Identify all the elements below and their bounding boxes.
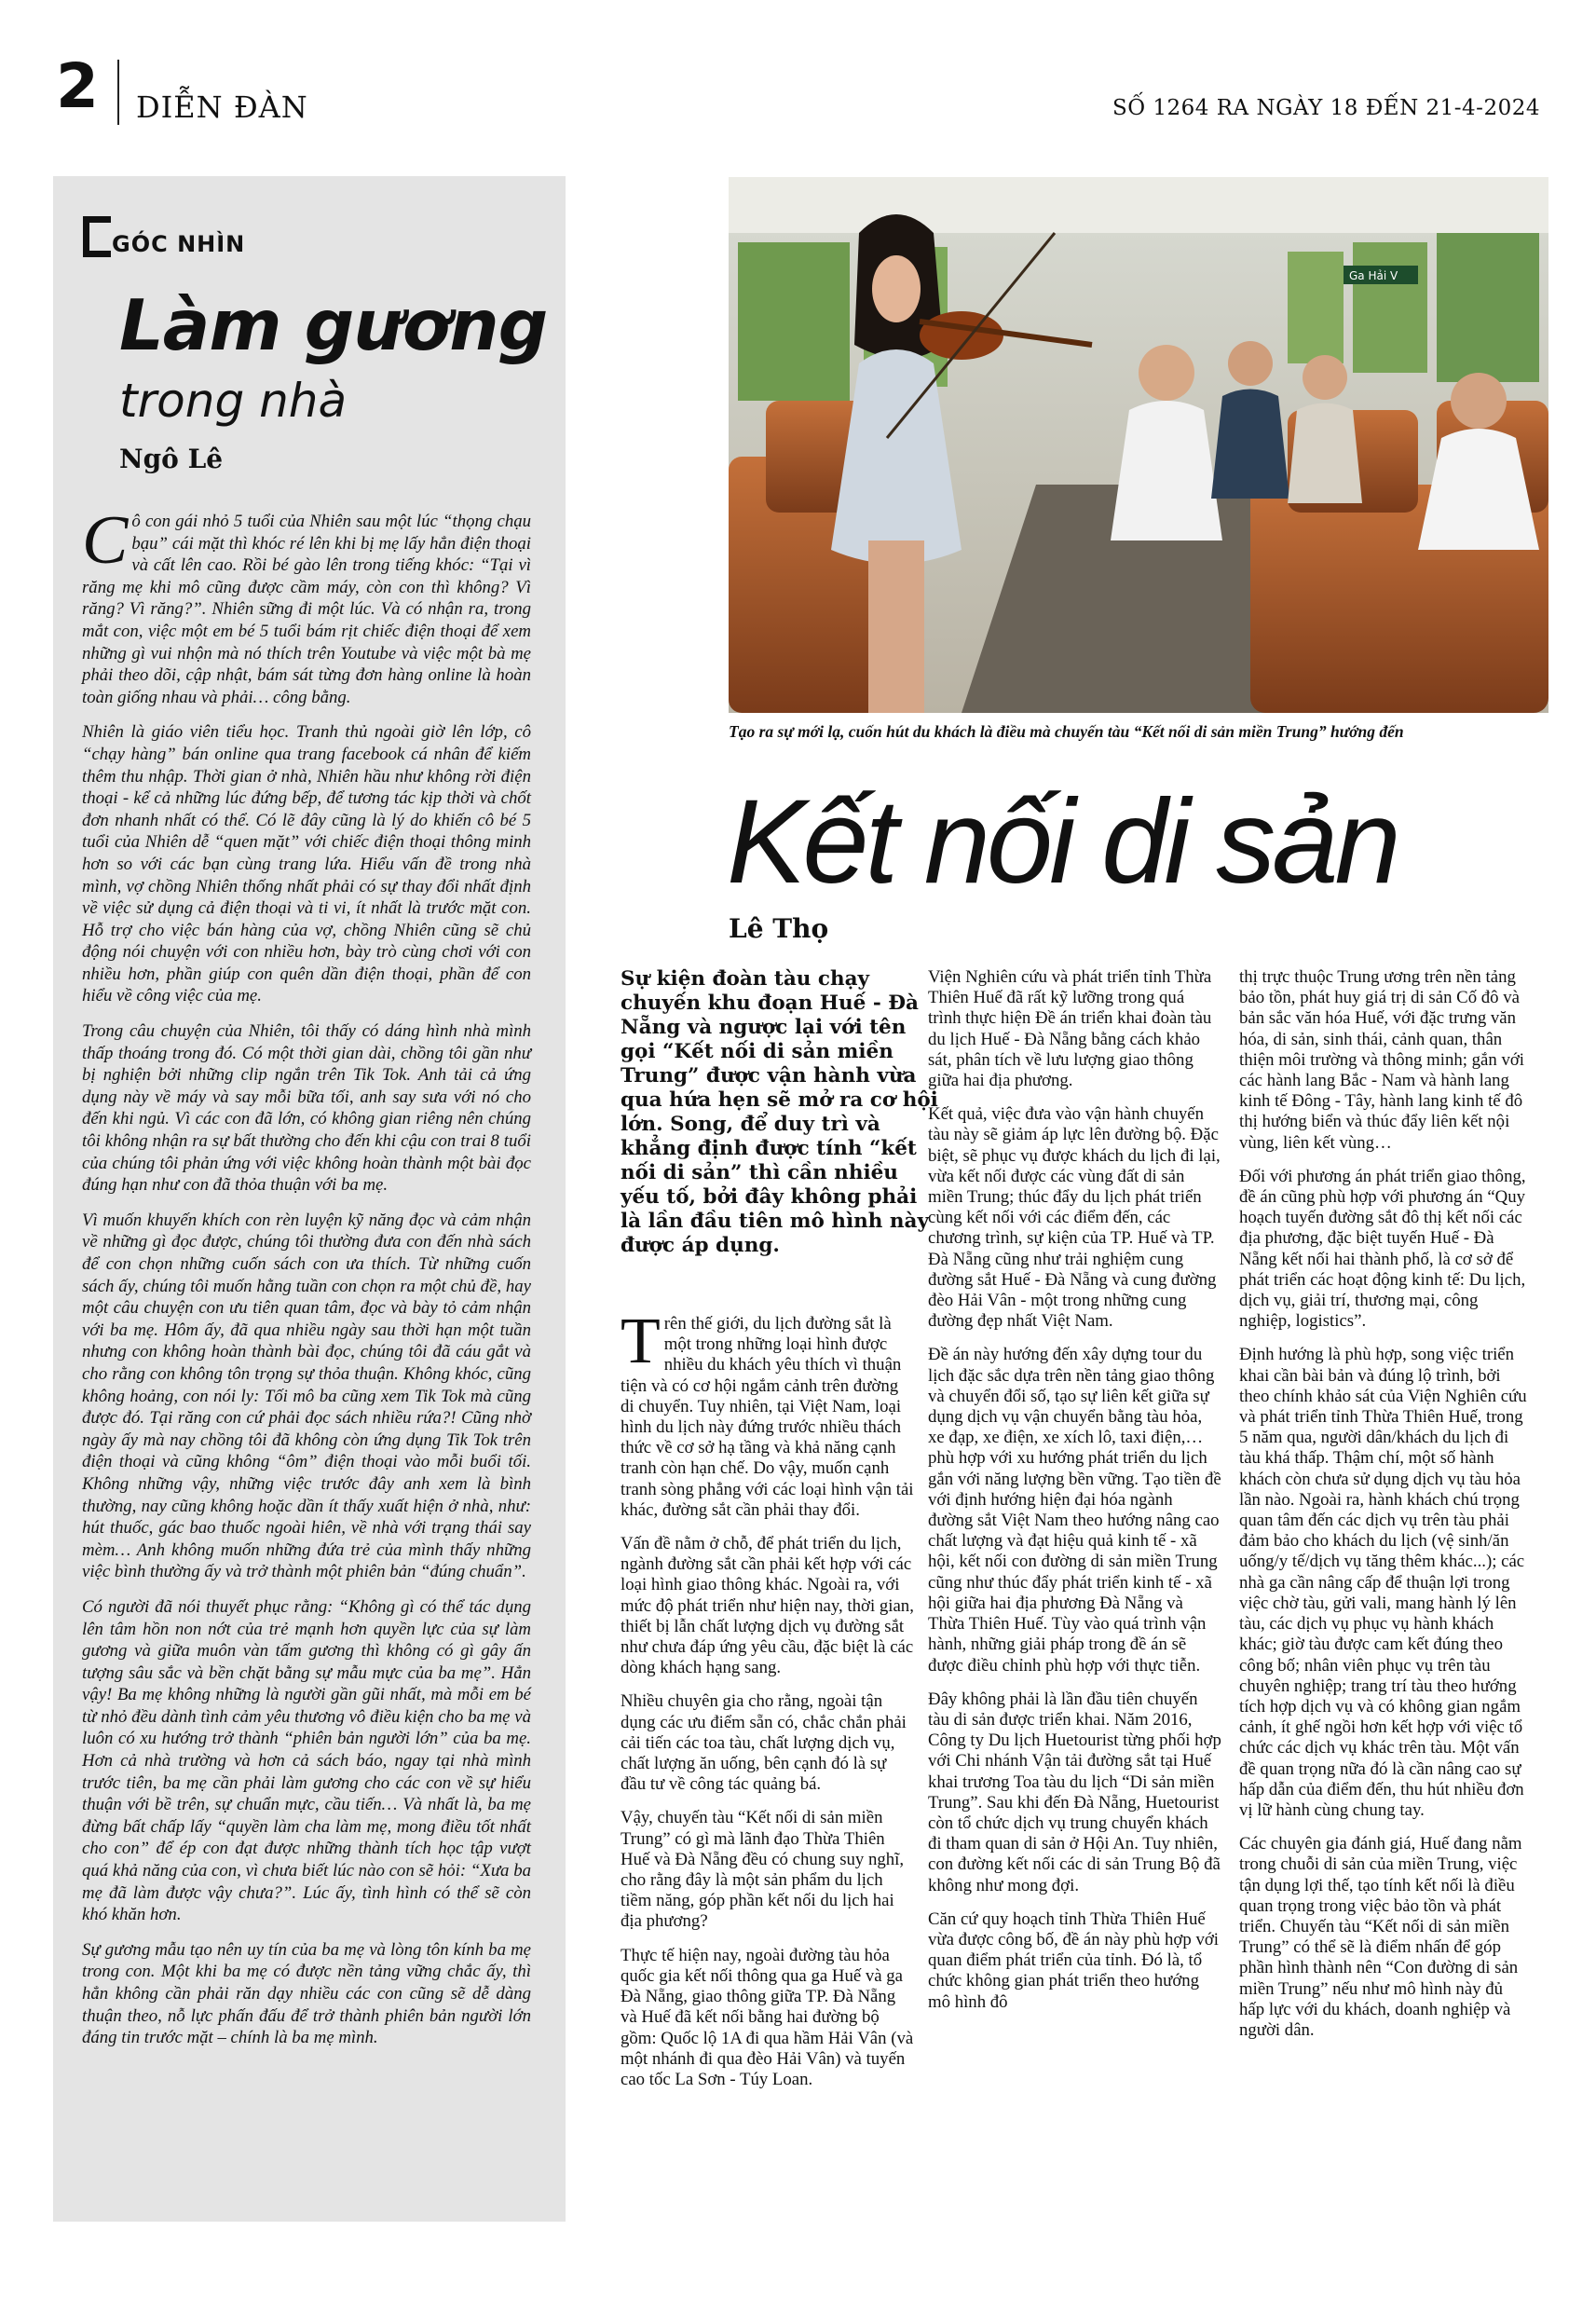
column-label: GÓC NHÌN xyxy=(112,231,246,257)
sidebar-body xyxy=(82,502,531,2062)
sidebar-paragraph: Sự gương mẫu tạo nên uy tín của ba mẹ và lòng tôn kính ba mẹ trong con. Một khi ba mẹ có được nền tảng vững chắc ấy, thì hẳn không cần phải răn dạy nhiều các con cũng sẽ dễ dàng thuận theo, nỗ lực phấn đấu để trở thành phiên bản người lớn đáng tin trước mặt – chính là ba mẹ mình. xyxy=(82,1939,531,2048)
article-paragraph: Vấn đề nằm ở chỗ, để phát triển du lịch, ngành đường sắt cần phải kết hợp với các loại hình giao thông khác. Ngoài ra, với mức độ phát triển như hiện nay, thời gian, thiết bị lẫn chất lượng dịch vụ đường sắt như chưa đáp ứng yêu cầu, đặc biệt là các dòng khách hạng sang. xyxy=(621,1534,914,1678)
article-photo xyxy=(729,177,1548,713)
article-paragraph: Định hướng là phù hợp, song việc triển khai cần bài bản và đúng lộ trình, bởi theo chính khảo sát của Viện Nghiên cứu và phát triển tỉnh Thừa Thiên Huế, trong 5 năm qua, người dân/khách du lịch đi tàu khá thấp. Thậm chí, một số hành khách còn chưa sử dụng dịch vụ tàu hỏa lần nào. Ngoài ra, hành khách chú trọng quan tâm đến các dịch vụ trên tàu phải đảm bảo cho khách du lịch (vệ sinh/ăn uống/y tế/dịch vụ tăng thêm khác...); các nhà ga cần nâng cấp để thuận lợi trong việc chờ tàu, gửi vali, mang hành lý lên tàu, các dịch vụ phục vụ hành khách khác; giờ tàu được cam kết đúng theo công bố; nhân viên phục vụ trên tàu chuyên nghiệp; trang trí tàu theo hướng tích hợp dịch vụ và có không gian ngắm cảnh, ít ghế ngồi hơn kết hợp với việc tổ chức các dịch vụ khác trên tàu. Một vấn đề quan trọng nữa đó là cần nâng cao sự hấp dẫn của điểm đến, thu hút nhiều đơn vị lữ hành cùng chung tay. xyxy=(1239,1345,1527,1820)
article-column-3 xyxy=(1239,967,1528,2054)
article-author: Lê Thọ xyxy=(729,913,829,944)
issue-info: SỐ 1264 RA NGÀY 18 ĐẾN 21-4-2024 xyxy=(1112,96,1540,120)
article-column-2 xyxy=(928,967,1221,2026)
sidebar-paragraph: Nhiên là giáo viên tiểu học. Tranh thủ ngoài giờ lên lớp, cô “chạy hàng” bán online qua trang facebook cá nhân để kiếm thêm thu nhập. Thời gian ở nhà, Nhiên hầu như không rời điện thoại - kể cả những lúc đứng bếp, để tương tác kịp thời và chốt đơn nhanh nhất có thể. Có lẽ đây cũng là lý do khiến cô bé 5 tuổi của Nhiên dễ “quen mặt” với chiếc điện thoại thông minh hơn so với các bạn cùng trang lứa. Hiểu vấn đề trong nhà mình, vợ chồng Nhiên thống nhất phải có sự thay đổi nhất định về việc sử dụng cả điện thoại và ti vi, ít nhất là trước mặt con. Hỗ trợ cho việc bán hàng của vợ, chồng Nhiên cũng sẽ chủ động nói chuyện với con nhiều hơn, bày trò cùng chơi với con nhiều hơn, phần giúp con quên dần điện thoại, phần để con hiểu về công việc của mẹ. xyxy=(82,722,531,1006)
sidebar-paragraph: Có người đã nói thuyết phục rằng: “Không gì có thể tác dụng lên tâm hồn non nớt của trẻ mạnh hơn quyền lực của sự làm gương và giữa muôn vàn tấm gương thì không có gì gây ấn tượng sâu sắc và bền chặt bằng sự mẫu mực của ba mẹ”. Hẳn vậy! Ba mẹ không những là người gần gũi nhất, mà mỗi em bé từ nhỏ đều dành tình cảm yêu thương vô điều kiện cho ba mẹ và luôn có xu hướng trở thành “phiên bản người lớn” của ba mẹ. Hơn cả nhà trường và hơn cả sách báo, ngay tại nhà mình trước tiên, ba mẹ cần phải làm gương cho các con về sự hiểu thuận với bề trên, sự chuẩn mực, cầu tiến… Và nhất là, ba mẹ đừng bất chấp lấy “quyền làm cha làm mẹ, mong điều tốt nhất cho con” để ép con đạt được những thành tích học tập vượt quá khả năng của con, vì chưa biết lúc nào con sẽ hỏi: “Xưa ba mẹ đã làm được vậy chưa?”. Lúc ấy, tình hình có thể sẽ còn khó khăn hơn. xyxy=(82,1596,531,1925)
section-name: DIỄN ĐÀN xyxy=(136,89,308,125)
station-sign: Ga Hải V xyxy=(1349,269,1398,282)
sidebar-paragraph: Vì muốn khuyến khích con rèn luyện kỹ năng đọc và cảm nhận về những gì đọc được, chúng tôi thường đưa con đến nhà sách để con chọn những cuốn sách con ưa thích. Từ những cuốn sách ấy, chúng tôi muốn hằng tuần con chọn ra một chủ đề, hay một câu chuyện con ưu tiên quan tâm, đọc và bày tỏ cảm nhận với ba mẹ. Hôm ấy, đã qua nhiều ngày sau thời hạn một tuần nhưng con không hoàn thành bài đọc, chúng tôi đã cáu gắt và cho rằng con không tôn trọng sự thỏa thuận. Không khóc, cũng không hoảng, con nói ly: Tối mô ba cũng xem Tik Tok mà cũng được đó. Tại răng con cứ phải đọc sách nhiều rứa?! Cũng nhờ ngày ấy mà nay chồng tôi đã không còn ứng dụng Tik Tok trên điện thoại và cũng không “ôm” điện thoại vào mỗi buổi tối. Không những vậy, những việc trước đây anh xem là bình thường, nay cũng không hoặc dần ít thấy xuất hiện ở nhà, như: hút thuốc, gác bao thuốc ngoài hiên, về nhà với trạng thái say mèm… Anh không muốn những đứa trẻ của mình thấy những việc bình thường ấy và trở thành một phiên bản “đúng chuẩn”. xyxy=(82,1210,531,1582)
article-paragraph: Đây không phải là lần đầu tiên chuyến tàu di sản được triển khai. Năm 2016, Công ty Du lịch Huetourist từng phối hợp với Chi nhánh Vận tải đường sắt tại Huế khai trương Toa tàu du lịch “Di sản miền Trung”. Sau khi đến Đà Nẵng, Huetourist còn tổ chức dịch vụ trung chuyển khách đi tham quan di sản ở Hội An. Tuy nhiên, con đường kết nối các di sản Trung Bộ đã không như mong đợi. xyxy=(928,1689,1221,1895)
sidebar-author: Ngô Lê xyxy=(119,444,224,474)
article-paragraph: Kết quả, việc đưa vào vận hành chuyến tàu này sẽ giảm áp lực lên đường bộ. Đặc biệt, sẽ phục vụ được khách du lịch đi lại, vừa kết nối được các vùng đất di sản miền Trung; thúc đẩy du lịch phát triển cùng kết nối với các điểm đến, các chương trình, sự kiện của TP. Huế và TP. Đà Nẵng cũng như trải nghiệm cung đường sắt Huế - Đà Nẵng và cung đường đèo Hải Vân - một trong những cung đường đẹp nhất Việt Nam. xyxy=(928,1104,1221,1332)
article-paragraph: Đối với phương án phát triển giao thông, đề án cũng phù hợp với phương án “Quy hoạch tuyến đường sắt đô thị kết nối các địa phương, đặc biệt tuyến Huế - Đà Nẵng kết nối hai thành phố, là cơ sở để phát triển các hoạt động kinh tế: Du lịch, dịch vụ, giải trí, thương mại, công nghiệp, logistics”. xyxy=(1239,1166,1526,1332)
article-paragraph: Đề án này hướng đến xây dựng tour du lịch đặc sắc dựa trên nền tảng giao thông và chuyển đổi số, tạo sự liên kết giữa sự dụng dịch vụ vận chuyển bằng tàu hỏa, xe đạp, xe điện, xe xích lô, taxi điện,… phù hợp với xu hướng phát triển du lịch gắn với năng lượng bền vững. Tạo tiền đề với định hướng hiện đại hóa ngành đường sắt Việt Nam theo hướng nâng cao chất lượng và đạt hiệu quả kinh tế - xã hội, kết nối con đường di sản miền Trung cũng như thúc đẩy phát triển kinh tế - xã hội giữa hai địa phương Đà Nẵng và Thừa Thiên Huế. Tùy vào quá trình vận hành, những giải pháp trong đề án sẽ được điều chỉnh phù hợp với thực tiễn. xyxy=(928,1345,1221,1676)
article-paragraph: Căn cứ quy hoạch tỉnh Thừa Thiên Huế vừa được công bố, đề án này phù hợp với quan điểm phát triển của tỉnh. Đó là, tổ chức không gian phát triển theo hướng mô hình đô xyxy=(928,1908,1219,2012)
page-number: 2 xyxy=(56,50,99,122)
article-column-1 xyxy=(621,1306,914,2103)
article-paragraph: Các chuyên gia đánh giá, Huế đang nằm trong chuỗi di sản của miền Trung, việc tận dụng lợi thế, tạo tính kết nối là điều quan trọng trong việc bảo tồn và phát triển. Chuyến tàu “Kết nối di sản miền Trung” có thể sẽ là điểm nhấn để góp phần hình thành nên “Con đường di sản miền Trung” nếu như mô hình này đủ hấp lực với du khách, doanh nghiệp và người dân. xyxy=(1239,1834,1522,2040)
article-lead: Sự kiện đoàn tàu chạy chuyến khu đoạn Huế - Đà Nẵng và ngược lại với tên gọi “Kết nối di sản miền Trung” được vận hành vừa qua hứa hẹn sẽ mở ra cơ hội lớn. Song, để duy trì và khẳng định được tính “kết nối di sản” thì cần nhiều yếu tố, bởi đây không phải là lần đầu tiên mô hình này được áp dụng. xyxy=(621,967,938,1257)
article-paragraph: Vậy, chuyến tàu “Kết nối di sản miền Trung” có gì mà lãnh đạo Thừa Thiên Huế và Đà Nẵng đều có chung suy nghĩ, cho rằng đây là một sản phẩm du lịch tiềm năng, góp phần kết nối du lịch hai địa phương? xyxy=(621,1808,905,1932)
sidebar-title: Làm gương xyxy=(119,284,548,366)
article-title: Kết nối di sản xyxy=(727,775,1398,909)
sidebar-paragraph: Trong câu chuyện của Nhiên, tôi thấy có dáng hình nhà mình thấp thoáng trong đó. Có một thời gian dài, chồng tôi gần như bị nghiện bởi những clip ngắn trên Tik Tok. Anh tải cả ứng dụng này về máy và say mỗi bữa tối, anh say sưa với nó cho đến khi ngủ. Vì các con đã lớn, có không gian riêng nên chúng tôi không nhận ra sự bất thường cho đến khi cậu con trai 8 tuổi của chúng tôi phản ứng với việc không hoàn thành một bài đọc đúng hạn như con đã thỏa thuận với ba mẹ. xyxy=(82,1021,531,1196)
sidebar-subtitle: trong nhà xyxy=(119,374,348,428)
photo-caption: Tạo ra sự mới lạ, cuốn hút du khách là điều mà chuyến tàu “Kết nối di sản miền Trung” hướng đến xyxy=(729,722,1404,741)
article-paragraph: Nhiều chuyên gia cho rằng, ngoài tận dụng các ưu điểm sẵn có, chắc chắn phải cải tiến các toa tàu, chất lượng dịch vụ, chất lượng ăn uống, bên cạnh đó là sự đầu tư về công tác quảng bá. xyxy=(621,1691,907,1795)
column-logo-icon xyxy=(83,216,111,257)
header-divider xyxy=(117,60,119,125)
article-paragraph: Trên thế giới, du lịch đường sắt là một trong những loại hình được nhiều du khách yêu thích vì thuận tiện và có cơ hội ngắm cảnh trên đường di chuyển. Tuy nhiên, tại Việt Nam, loại hình du lịch này đứng trước nhiều thách thức về cơ sở hạ tầng và khả năng cạnh tranh còn hạn chế. Do vậy, muốn cạnh tranh sòng phẳng với các loại hình vận tải khác, đường sắt cần phải thay đổi. xyxy=(621,1306,914,1520)
article-paragraph: Thực tế hiện nay, ngoài đường tàu hỏa quốc gia kết nối thông qua ga Huế và ga Đà Nẵng, giao thông giữa TP. Đà Nẵng và Huế đã kết nối bằng hai đường bộ gồm: Quốc lộ 1A đi qua hầm Hải Vân (và một nhánh đi qua đèo Hải Vân) và tuyến cao tốc La Sơn - Túy Loan. xyxy=(621,1945,914,2089)
sidebar-paragraph: Cô con gái nhỏ 5 tuổi của Nhiên sau một lúc “thọng chạu bạu” cái mặt thì khóc ré lên khi bị mẹ lấy hẳn điện thoại và cất lên cao. Rồi bé gào lên trong tiếng khóc: “Tại vì răng mẹ khi mô cũng được cầm máy, còn con thì không? Vì răng? Vì răng?”. Nhiên sững đi một lúc. Và có nhận ra, trong mắt con, việc một em bé 5 tuổi bám rịt chiếc điện thoại để xem những gì vui nhộn mà nó thích trên Youtube và việc một bà mẹ phải theo dõi, cập nhật, bám sát từng đơn hàng online là hoàn toàn giống nhau và phải… công bằng. xyxy=(82,502,531,707)
article-paragraph: thị trực thuộc Trung ương trên nền tảng bảo tồn, phát huy giá trị di sản Cố đô và bản sắc văn hóa Huế, với đặc trưng văn hóa, di sản, sinh thái, cảnh quan, thân thiện môi trường và thông minh; gắn với các hành lang Bắc - Nam và hành lang kinh tế Đông - Tây, hành lang kinh tế đô thị hướng biển và thúc đẩy liên kết nội vùng, liên kết vùng… xyxy=(1239,967,1524,1153)
article-paragraph: Viện Nghiên cứu và phát triển tỉnh Thừa Thiên Huế đã rất kỹ lưỡng trong quá trình thực hiện Đề án triển khai đoàn tàu du lịch Huế - Đà Nẵng bằng cách khảo sát, phân tích về lưu lượng giao thông giữa hai địa phương. xyxy=(928,967,1212,1091)
